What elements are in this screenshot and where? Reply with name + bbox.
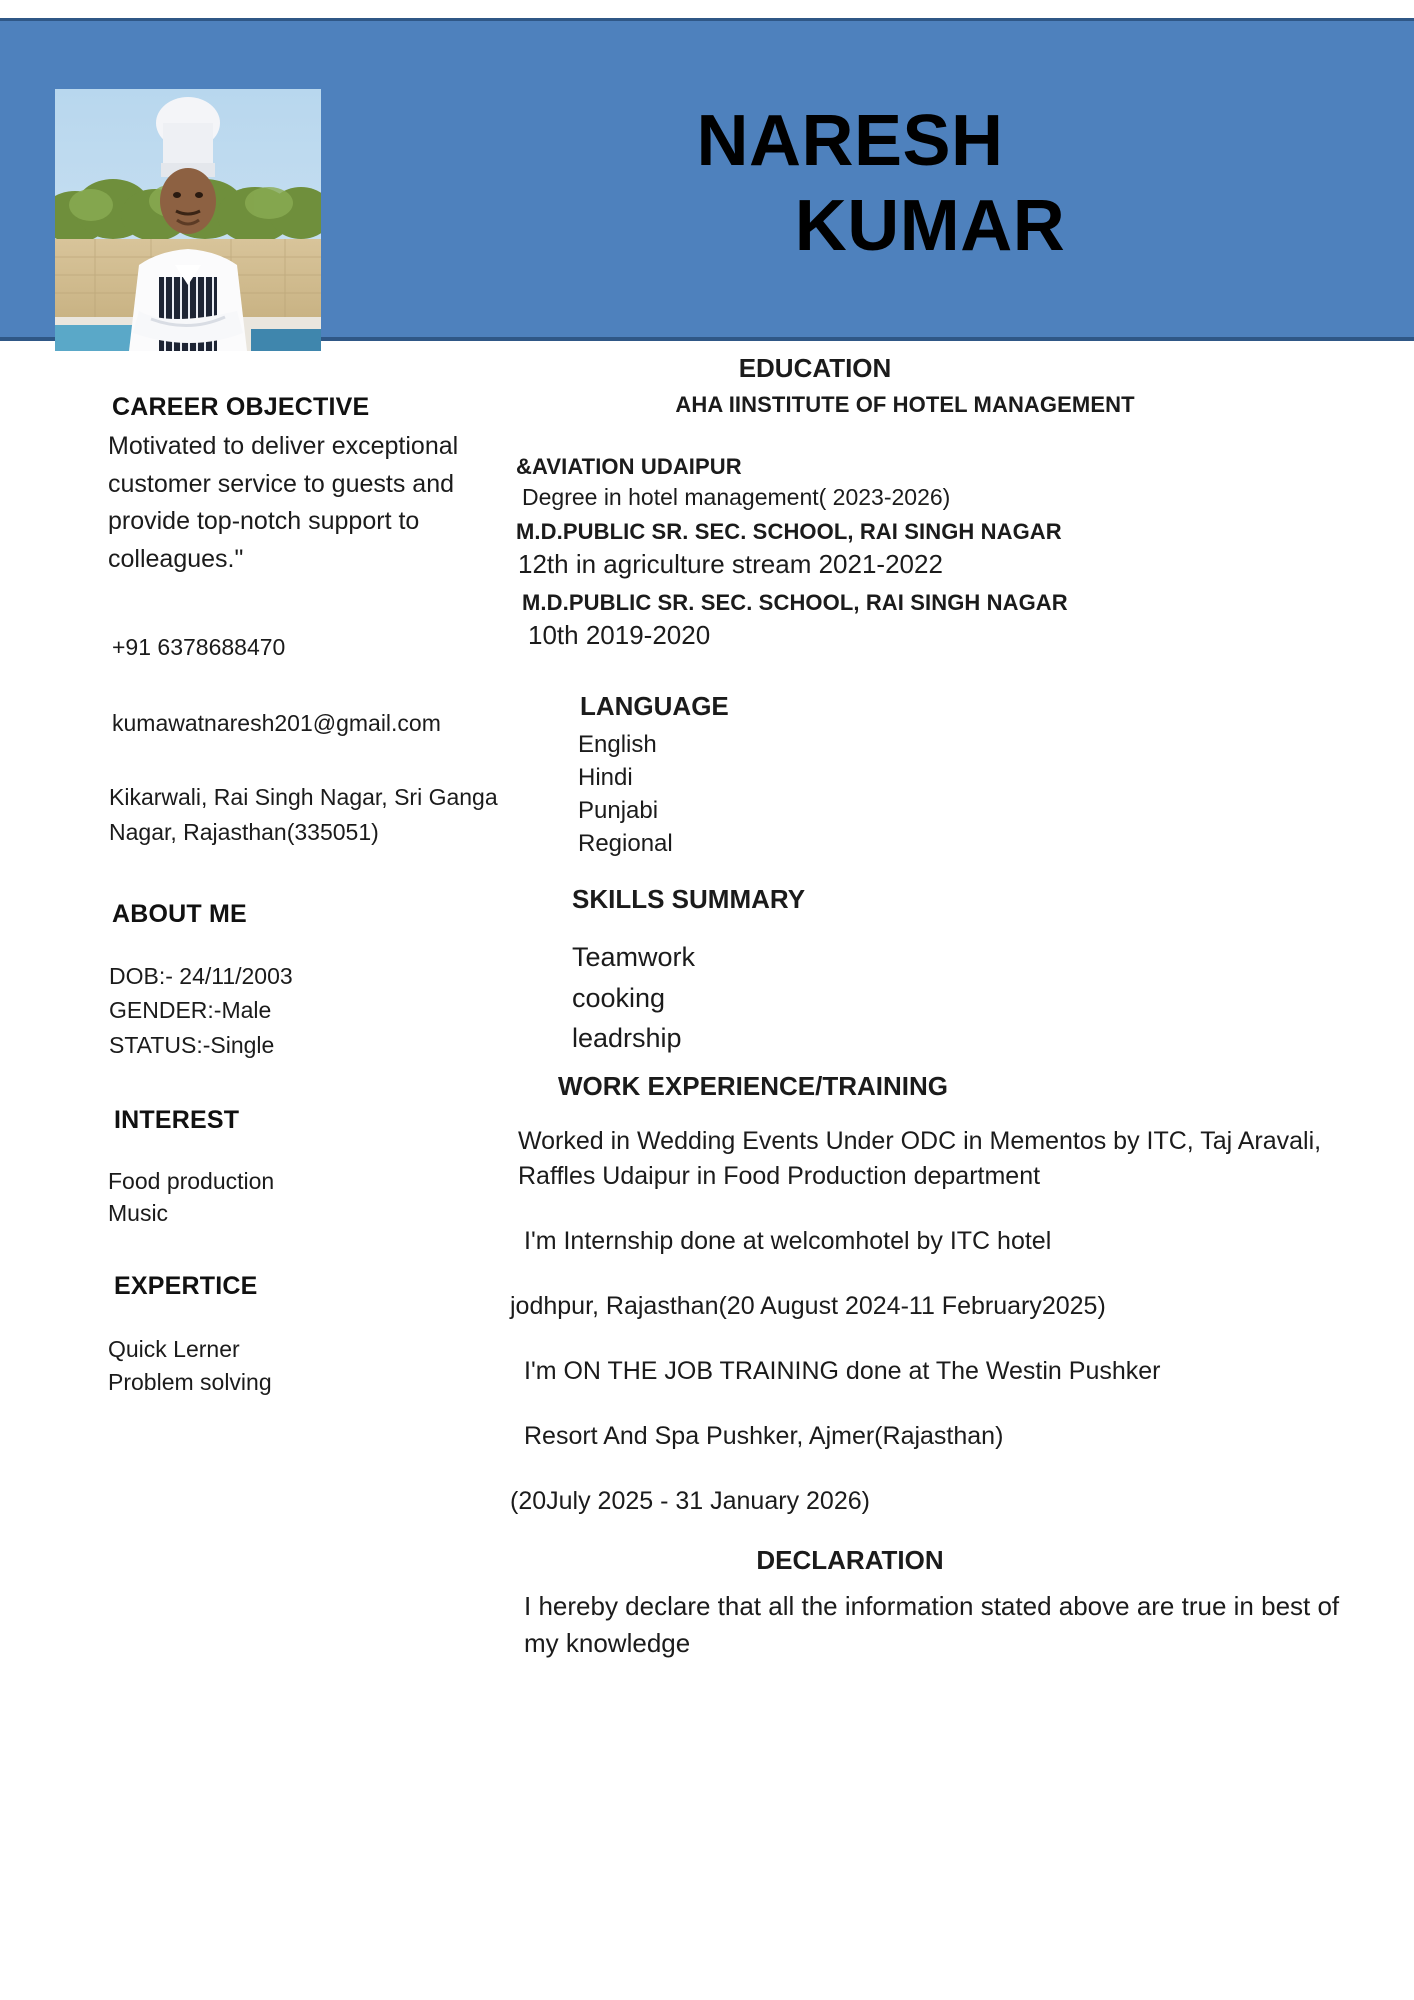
work-entry: (20July 2025 - 31 January 2026): [510, 1486, 870, 1515]
work-entry: Resort And Spa Pushker, Ajmer(Rajasthan): [524, 1421, 1004, 1450]
career-objective-text: Motivated to deliver exceptional customer service to guests and provide top-notch support to colleagues.": [108, 432, 459, 573]
work-experience-list: [500, 1124, 1360, 1519]
work-entry: I'm Internship done at welcomhotel by ITC hotel: [524, 1226, 1052, 1255]
right-column: [500, 345, 1360, 1662]
about-me-heading: ABOUT ME: [112, 899, 247, 928]
work-entry: I'm ON THE JOB TRAINING done at The Westin Pushker: [524, 1356, 1161, 1385]
education-heading: EDUCATION: [738, 353, 892, 383]
chef-portrait-icon: [55, 89, 321, 351]
resume-body: [0, 345, 1414, 2000]
declaration-text: I hereby declare that all the information stated above are true in best of my knowledge: [524, 1590, 1340, 1658]
first-name: NARESH: [696, 101, 1004, 181]
email-address: kumawatnaresh201@gmail.com: [112, 710, 441, 737]
skills-list: [572, 937, 1360, 1059]
list-item: Hindi: [578, 764, 633, 792]
interest-list: [108, 1165, 508, 1230]
education-school-2-detail: 10th 2019-2020: [528, 620, 711, 650]
education-school-1: M.D.PUBLIC SR. SEC. SCHOOL, RAI SINGH NAGAR: [516, 519, 1062, 544]
expertice-heading: EXPERTICE: [114, 1272, 258, 1301]
last-name: KUMAR: [794, 185, 1066, 266]
work-entry: jodhpur, Rajasthan(20 August 2024-11 February2025): [510, 1291, 1106, 1320]
language-heading: LANGUAGE: [580, 691, 729, 721]
postal-address: Kikarwali, Rai Singh Nagar, Sri Ganga Nagar, Rajasthan(335051): [109, 784, 498, 846]
expertice-list: [108, 1333, 508, 1398]
work-experience-heading: WORK EXPERIENCE/TRAINING: [558, 1070, 949, 1101]
about-me-list: [109, 959, 508, 1062]
list-item: Food production: [108, 1167, 275, 1194]
work-entry: Worked in Wedding Events Under ODC in Mementos by ITC, Taj Aravali, Raffles Udaipur in Food Production department: [518, 1126, 1322, 1190]
declaration-heading: DECLARATION: [756, 1544, 944, 1575]
education-school-1-detail: 12th in agriculture stream 2021-2022: [518, 549, 943, 579]
list-item: Quick Lerner: [108, 1336, 240, 1363]
phone-number: +91 6378688470: [112, 634, 286, 660]
career-objective-heading: CAREER OBJECTIVE: [112, 393, 370, 421]
list-item: Regional: [578, 830, 673, 858]
list-item: cooking: [572, 982, 666, 1013]
list-item: English: [578, 731, 657, 758]
skills-summary-heading: SKILLS SUMMARY: [572, 884, 806, 915]
left-column: [108, 345, 508, 1398]
list-item: GENDER:-Male: [109, 997, 272, 1024]
list-item: leadrship: [572, 1023, 682, 1054]
list-item: Problem solving: [108, 1368, 272, 1395]
list-item: Punjabi: [578, 797, 659, 825]
language-list: [578, 728, 1360, 860]
list-item: Music: [108, 1200, 169, 1227]
education-school-2: M.D.PUBLIC SR. SEC. SCHOOL, RAI SINGH NAGAR: [522, 590, 1068, 615]
interest-heading: INTEREST: [114, 1105, 240, 1134]
education-institute-line-1: AHA IINSTITUTE OF HOTEL MANAGEMENT: [675, 392, 1135, 417]
profile-photo: [55, 89, 321, 351]
education-degree: Degree in hotel management( 2023-2026): [522, 484, 951, 510]
education-institute-line-2: &AVIATION UDAIPUR: [516, 454, 742, 479]
header-banner: [0, 18, 1414, 341]
list-item: STATUS:-Single: [109, 1031, 275, 1058]
page-title: [430, 99, 1370, 269]
list-item: Teamwork: [572, 942, 696, 973]
list-item: DOB:- 24/11/2003: [109, 962, 293, 989]
